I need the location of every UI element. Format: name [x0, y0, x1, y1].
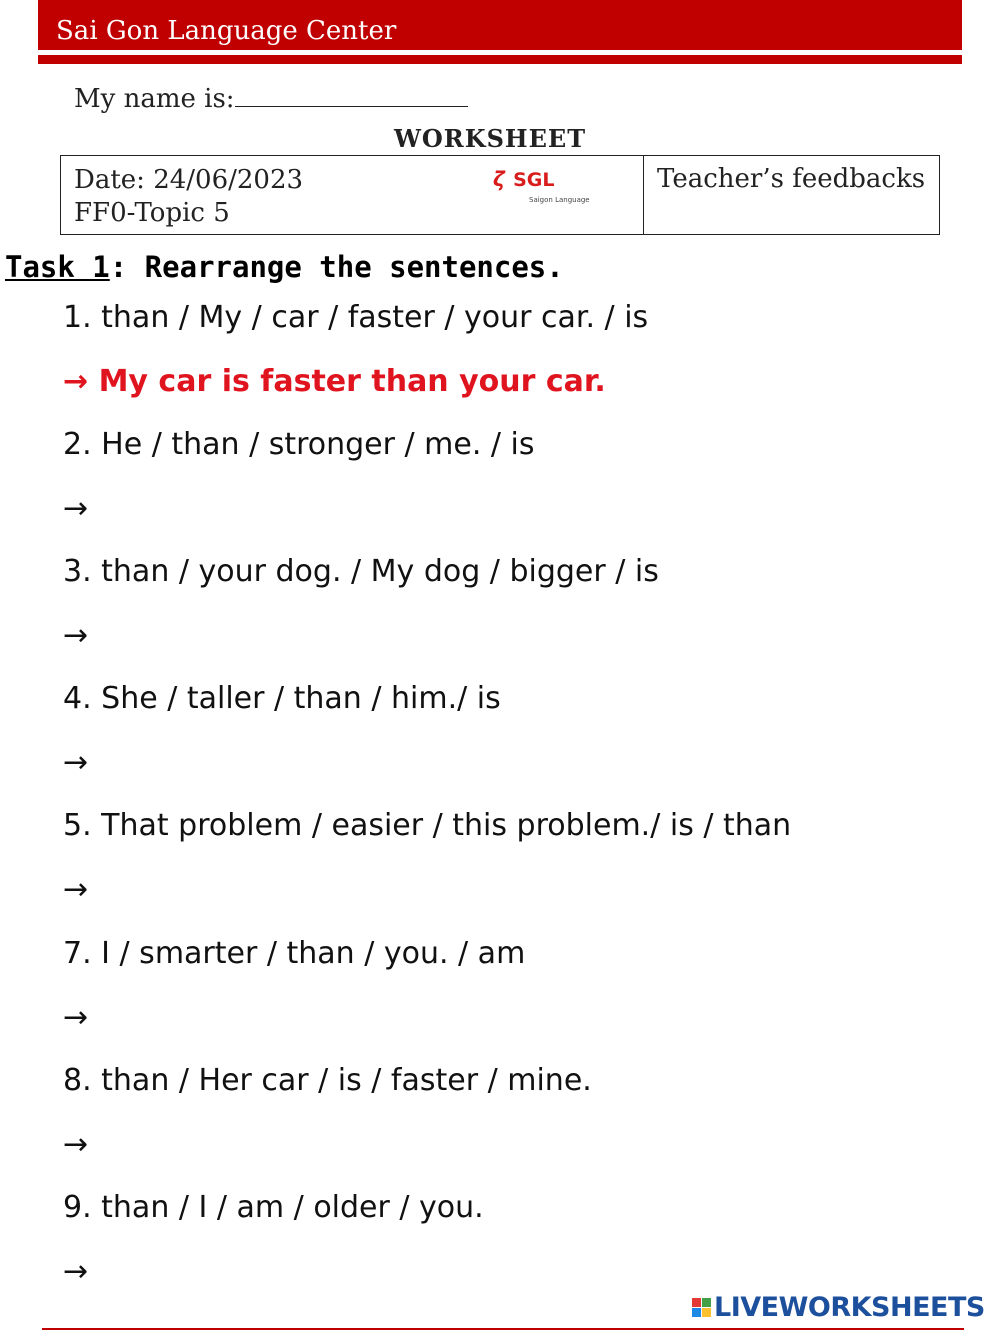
brand-text: LIVEWORKSHEETS: [714, 1292, 985, 1323]
sgl-logo-text: SGL: [513, 169, 555, 191]
question-9: 9. than / I / am / older / you.: [63, 1190, 484, 1225]
answer-2[interactable]: →: [63, 491, 89, 526]
answer-1[interactable]: → My car is faster than your car.: [63, 364, 606, 399]
header-bar: [38, 0, 962, 50]
sgl-logo: [493, 162, 590, 204]
question-4: 4. She / taller / than / him./ is: [63, 681, 501, 716]
task-number: Task 1: [5, 250, 110, 284]
sgl-logo-subtitle: Saigon Language: [529, 196, 590, 204]
answer-4[interactable]: →: [63, 745, 89, 780]
feedback-cell[interactable]: [644, 156, 939, 234]
answer-3[interactable]: →: [63, 618, 89, 653]
name-label: My name is:: [74, 84, 235, 114]
question-1: 1. than / My / car / faster / your car. / is: [63, 300, 649, 335]
name-field[interactable]: [235, 80, 468, 107]
feedback-label: Teacher’s feedbacks: [657, 164, 926, 194]
date-text: Date: 24/06/2023: [74, 165, 304, 195]
name-line: [74, 80, 468, 114]
question-2: 2. He / than / stronger / me. / is: [63, 427, 535, 462]
topic-text: FF0-Topic 5: [74, 198, 230, 228]
worksheet-title: WORKSHEET: [393, 124, 587, 153]
header-rule: [38, 55, 962, 64]
answer-9[interactable]: →: [63, 1254, 89, 1289]
bottom-rule: [42, 1328, 964, 1330]
question-3: 3. than / your dog. / My dog / bigger / is: [63, 554, 659, 589]
answer-8[interactable]: →: [63, 1127, 89, 1162]
center-name: Sai Gon Language Center: [56, 16, 397, 46]
task-heading: [5, 250, 564, 284]
answer-7[interactable]: →: [63, 1000, 89, 1035]
question-8: 8. than / Her car / is / faster / mine.: [63, 1063, 592, 1098]
sgl-logo-icon: ζ: [493, 167, 505, 191]
question-5: 5. That problem / easier / this problem./ is / than: [63, 808, 792, 843]
info-box: [60, 155, 940, 235]
question-7: 7. I / smarter / than / you. / am: [63, 936, 526, 971]
info-left-cell: [61, 156, 644, 234]
task-instruction: : Rearrange the sentences.: [109, 250, 564, 284]
liveworksheets-logo: [692, 1292, 985, 1323]
liveworksheets-icon: [692, 1298, 712, 1318]
answer-5[interactable]: →: [63, 872, 89, 907]
